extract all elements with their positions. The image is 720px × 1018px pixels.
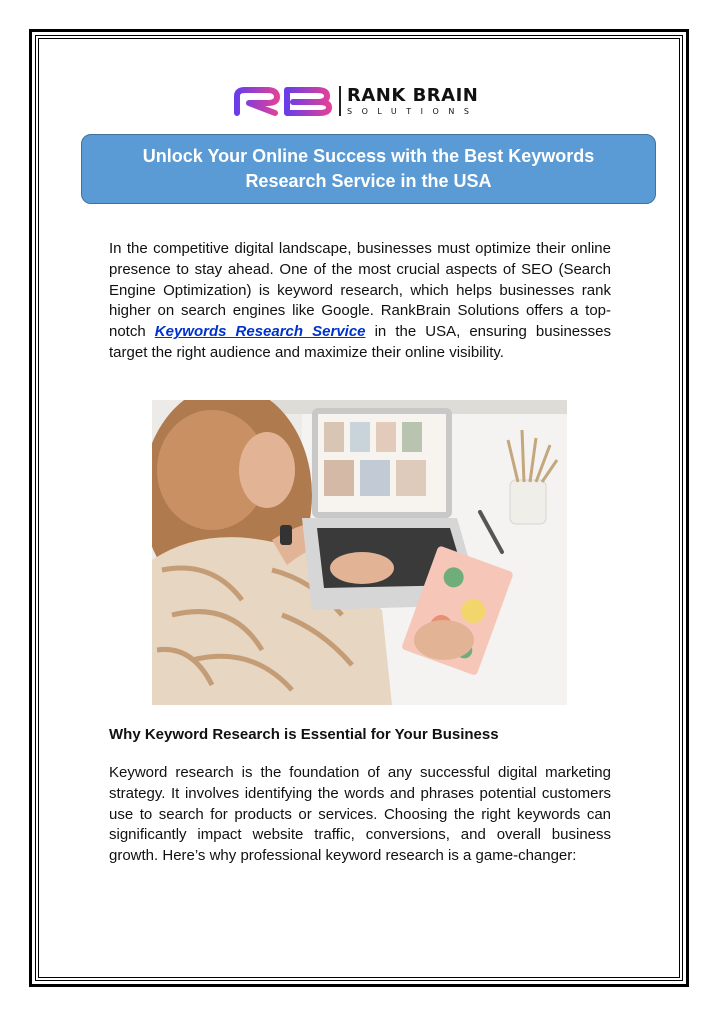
logo-tagline: SOLUTIONS: [347, 106, 479, 116]
logo-text: [347, 84, 479, 116]
logo-divider: [339, 86, 341, 116]
page-title: Unlock Your Online Success with the Best Keywords Research Service in the USA: [142, 146, 595, 191]
keywords-research-service-link[interactable]: Keywords Research Service: [154, 323, 366, 341]
rankbrain-logo: [233, 84, 478, 118]
intro-text-after-link: in the USA, ensuring businesses target the right audience and maximize their online visibility.: [109, 323, 611, 361]
hero-photo: [152, 400, 567, 705]
woman-at-laptop-illustration: [152, 400, 567, 705]
logo-brand-name: RANK BRAIN: [347, 84, 479, 106]
intro-paragraph: [109, 239, 611, 364]
section-heading: Why Keyword Research is Essential for Your Business: [109, 726, 499, 743]
section-paragraph: Keyword research is the foundation of any successful digital marketing strategy. It involves identifying the words and phrases potential customers use to search for products or services. Choosing the right keywords can significantly impact website traffic, conversions, and overall business growth. Here’s why professional keyword research is a game-changer:: [109, 764, 611, 865]
intro-text-before-link: In the competitive digital landscape, businesses must optimize their online presence to stay ahead. One of the most crucial aspects of SEO (Search Engine Optimization) is keyword research, which helps businesses rank higher on search engines like Google. RankBrain Solutions offers a top-notch: [109, 240, 611, 341]
rb-monogram-logo: [233, 86, 333, 116]
title-banner: [81, 134, 656, 204]
